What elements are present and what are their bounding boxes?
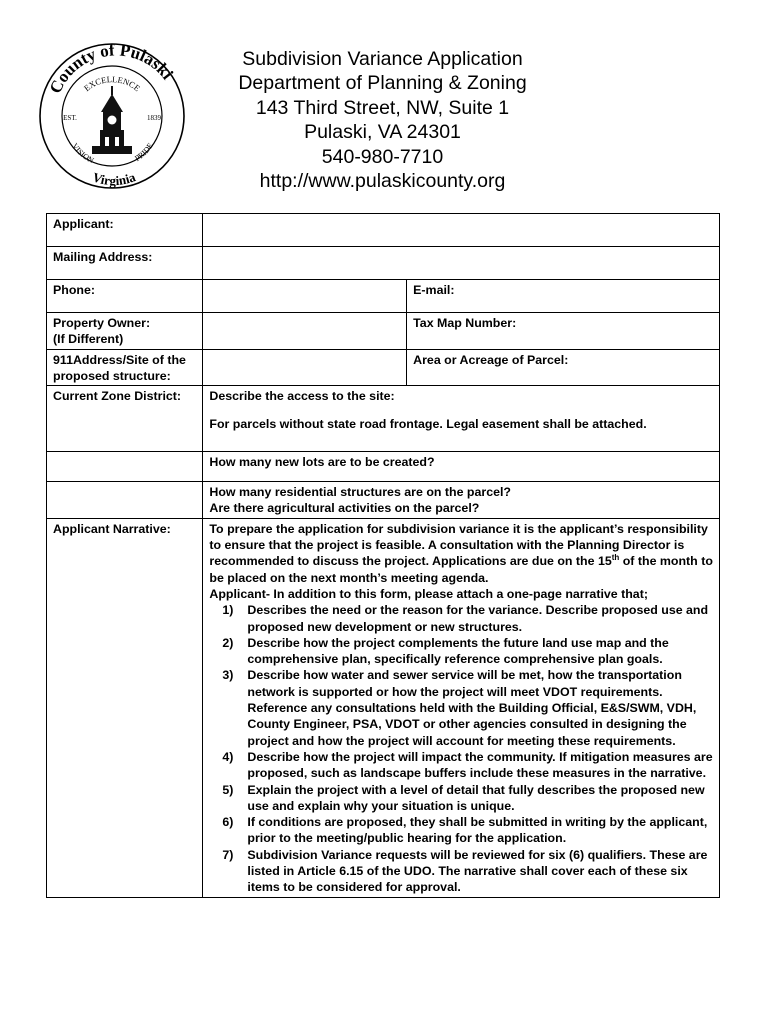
- seal-bottom-text: Virginia: [90, 169, 138, 189]
- mailing-address-label: Mailing Address:: [47, 247, 203, 280]
- list-item: 7) Subdivision Variance requests will be reviewed for six (6) qualifiers. These are listed in Article 6.15 of the UDO. The narrative shall cover each of these six items to be considered for approval.: [222, 847, 708, 895]
- county-seal-logo: [38, 42, 186, 190]
- list-item: 1) Describes the need or the reason for the variance. Describe proposed use and proposed new development or new structures.: [222, 603, 709, 634]
- department-name: Department of Planning & Zoning: [238, 72, 527, 95]
- list-item: 2) Describe how the project complements the future land use map and the comprehensive plan, specifically reference comprehensive plan goals.: [222, 635, 669, 667]
- seal-vision-text: VISION: [70, 141, 96, 166]
- structures-label-cell: [47, 482, 203, 519]
- narrative-intro-text-end: of the month to be placed on the next month’s meeting agenda.: [209, 554, 713, 585]
- list-item: 6) If conditions are proposed, they shall be submitted in writing by the applicant, prior to the meeting/public hearing for the application.: [222, 815, 708, 846]
- site-address-field[interactable]: [203, 349, 407, 386]
- structures-field[interactable]: [203, 482, 720, 519]
- phone-label: Phone:: [47, 280, 203, 313]
- mailing-address-field[interactable]: [203, 247, 720, 280]
- narrative-requirements-list: [209, 602, 715, 895]
- narrative-intro-text: To prepare the application for subdivision variance it is the applicant’s responsibility to ensure that the project is feasible. A consultation with the Planning Director is recommended to discuss the project. Applications are due on the 15: [209, 521, 708, 569]
- access-question: Describe the access to the site:: [209, 389, 395, 404]
- property-owner-text: Property Owner:: [53, 316, 151, 330]
- street-address: 143 Third Street, NW, Suite 1: [255, 96, 510, 119]
- email-field[interactable]: [407, 280, 720, 313]
- narrative-label: Applicant Narrative:: [47, 518, 203, 897]
- application-form-table: [46, 213, 720, 898]
- list-item: 5) Explain the project with a level of detail that fully describes the proposed new use and explain why your situation is unique.: [222, 782, 705, 813]
- acreage-field[interactable]: [407, 349, 720, 386]
- narrative-lead: Applicant- In addition to this form, please attach a one-page narrative that;: [209, 586, 648, 601]
- seal-est-text: EST.: [63, 114, 77, 122]
- new-lots-question: How many new lots are to be created?: [209, 455, 435, 470]
- agriculture-question: Are there agricultural activities on the parcel?: [209, 501, 480, 516]
- narrative-instructions: [203, 518, 720, 897]
- form-title: Subdivision Variance Application: [242, 48, 523, 70]
- phone-number: 540-980-7710: [321, 145, 444, 168]
- seal-inner-text: EXCELLENCE: [81, 74, 143, 94]
- site-address-label: [47, 349, 203, 386]
- property-owner-label: [47, 313, 203, 350]
- website-url: http://www.pulaskicounty.org: [259, 170, 506, 193]
- list-item: 4) Describe how the project will impact the community. If mitigation measures are proposed, such as landscape buffers include these measures in the narrative.: [222, 749, 713, 781]
- structures-question: How many residential structures are on the parcel?: [209, 485, 512, 500]
- zone-district-label: Current Zone District:: [47, 386, 203, 452]
- tax-map-label: Tax Map Number:: [413, 316, 517, 330]
- narrative-intro: [209, 521, 715, 586]
- tax-map-field[interactable]: [407, 313, 720, 350]
- property-owner-note: (If Different): [53, 332, 124, 347]
- ordinal-suffix: th: [611, 553, 620, 563]
- seal-pride-text: PRIDE: [133, 141, 156, 164]
- lots-label-cell: [47, 452, 203, 482]
- acreage-label: Area or Acreage of Parcel:: [413, 352, 569, 367]
- phone-field[interactable]: [203, 280, 407, 313]
- applicant-label: Applicant:: [47, 214, 203, 247]
- page-header: [210, 47, 555, 193]
- applicant-field[interactable]: [203, 214, 720, 247]
- seal-top-text: County of Pulaski: [45, 42, 178, 97]
- site-address-text-2: proposed structure:: [53, 368, 171, 383]
- list-item: 3) Describe how water and sewer service will be met, how the transportation network is supported or how the project will meet VDOT requirements. Reference any consultations held with the Building Official, E&S/SWM, VDH, County Engineer, PSA, VDOT or other agencies consulted in designing the project and how the project will account for meeting these requirements.: [222, 668, 697, 748]
- site-access-field[interactable]: [203, 386, 720, 452]
- new-lots-field[interactable]: [203, 452, 720, 482]
- property-owner-field[interactable]: [203, 313, 407, 350]
- courthouse-icon: [92, 86, 132, 154]
- city-state-zip: Pulaski, VA 24301: [304, 121, 461, 144]
- seal-year-text: 1839: [147, 114, 161, 122]
- email-label: E-mail:: [413, 283, 455, 297]
- frontage-note: For parcels without state road frontage. Legal easement shall be attached.: [209, 417, 647, 432]
- site-address-text-1: 911Address/Site of the: [53, 352, 186, 367]
